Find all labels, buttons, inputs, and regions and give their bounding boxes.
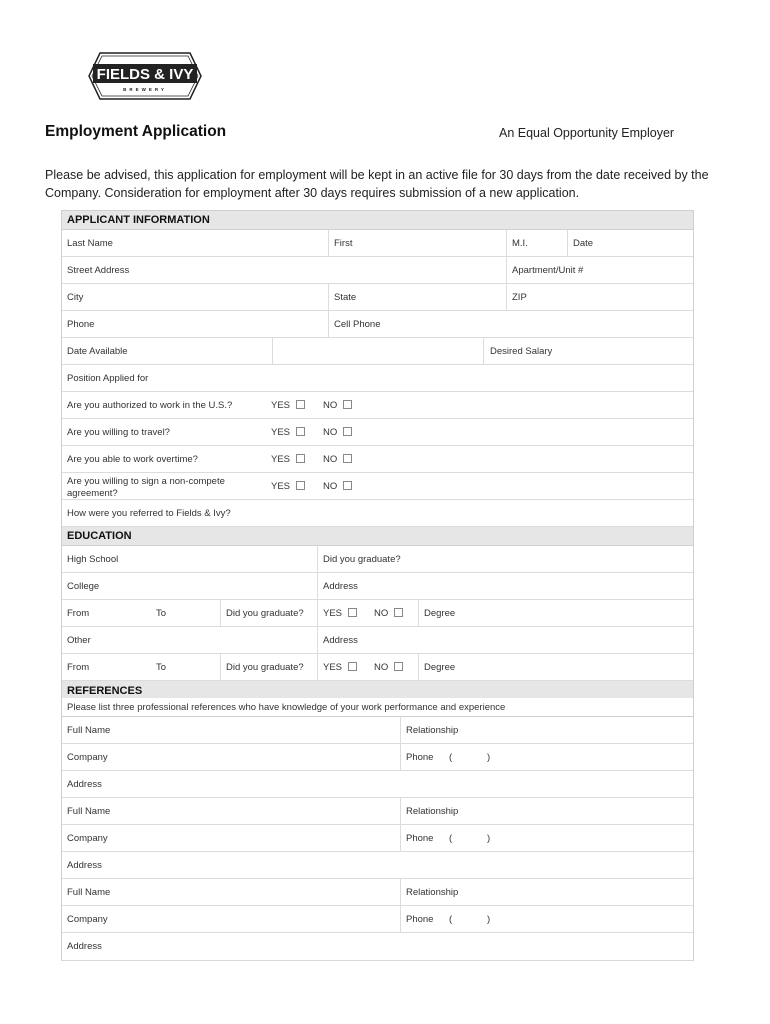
ref1-address-field[interactable] — [62, 771, 694, 797]
first-name-field[interactable] — [328, 230, 506, 256]
mi-label: M.I. — [512, 238, 528, 249]
other-yes-checkbox[interactable] — [348, 662, 357, 671]
date-available-label-cell — [62, 338, 272, 364]
other-no — [374, 662, 403, 673]
overtime-question: Are you able to work overtime? — [67, 454, 198, 465]
travel-yes-checkbox[interactable] — [296, 427, 305, 436]
area-code-close: ) — [487, 914, 491, 925]
ref1-full-name-field[interactable] — [62, 717, 400, 743]
college-field[interactable] — [62, 573, 317, 599]
authorized-no-checkbox[interactable] — [343, 400, 352, 409]
travel-yes — [271, 427, 305, 438]
section-title: REFERENCES — [67, 685, 143, 697]
section-applicant-information — [62, 211, 693, 230]
college-address-label: Address — [323, 581, 358, 592]
full-name-label: Full Name — [67, 806, 111, 817]
yes-label: YES — [323, 608, 343, 619]
address-label: Address — [67, 941, 102, 952]
area-code-close: ) — [487, 752, 491, 763]
street-row — [62, 257, 693, 284]
authorized-yes — [271, 400, 305, 411]
cell-phone-field[interactable] — [328, 311, 694, 337]
college-graduate-label-cell — [220, 600, 317, 626]
college-address-field[interactable] — [317, 573, 694, 599]
name-row — [62, 230, 693, 257]
high-school-label: High School — [67, 554, 119, 565]
ref1-company-field[interactable] — [62, 744, 400, 770]
ref3-company-row — [62, 906, 693, 933]
noncompete-yes-checkbox[interactable] — [296, 481, 305, 490]
authorized-no — [323, 400, 352, 411]
yes-label: YES — [271, 427, 291, 438]
ref3-phone-field[interactable] — [400, 906, 694, 932]
phone-row — [62, 311, 693, 338]
section-references — [62, 681, 693, 717]
other-graduate-options — [317, 654, 418, 680]
noncompete-row — [62, 473, 693, 500]
no-label: NO — [323, 481, 338, 492]
position-field[interactable] — [62, 365, 694, 391]
referred-question: How were you referred to Fields & Ivy? — [67, 508, 231, 519]
street-address-field[interactable] — [62, 257, 506, 283]
other-no-checkbox[interactable] — [394, 662, 403, 671]
other-dates-row — [62, 654, 693, 681]
area-code-open: ( — [449, 833, 453, 844]
did-graduate-label: Did you graduate? — [226, 608, 304, 619]
high-school-row — [62, 546, 693, 573]
noncompete-yes — [271, 481, 305, 492]
city-field[interactable] — [62, 284, 328, 310]
company-label: Company — [67, 833, 108, 844]
ref1-phone-field[interactable] — [400, 744, 694, 770]
first-name-label: First — [334, 238, 353, 249]
availability-row — [62, 338, 693, 365]
position-row — [62, 365, 693, 392]
from-label: From — [67, 662, 90, 673]
application-form — [61, 210, 694, 961]
ref2-relationship-field[interactable] — [400, 798, 694, 824]
phone-label: Phone — [406, 752, 434, 763]
no-label: NO — [374, 608, 389, 619]
travel-question: Are you willing to travel? — [67, 427, 170, 438]
degree-label: Degree — [424, 662, 456, 673]
noncompete-no-checkbox[interactable] — [343, 481, 352, 490]
section-title: EDUCATION — [67, 530, 132, 542]
college-row — [62, 573, 693, 600]
desired-salary-label: Desired Salary — [490, 346, 553, 357]
ref3-company-field[interactable] — [62, 906, 400, 932]
other-graduate-label-cell — [220, 654, 317, 680]
other-row — [62, 627, 693, 654]
phone-label: Phone — [67, 319, 95, 330]
retention-notice: Please be advised, this application for employment will be kept in an active file for 30 days from the date received by the Company. Consideration for employment after 30 days requires submission of a new application. — [45, 168, 709, 200]
no-label: NO — [374, 662, 389, 673]
other-address-field[interactable] — [317, 627, 694, 653]
college-dates-row — [62, 600, 693, 627]
company-label: Company — [67, 752, 108, 763]
overtime-yes — [271, 454, 305, 465]
ref3-name-row — [62, 879, 693, 906]
hs-graduate-label: Did you graduate? — [323, 554, 401, 565]
logo-tagline-text: BREWERY — [123, 87, 167, 92]
authorized-yes-checkbox[interactable] — [296, 400, 305, 409]
address-label: Address — [67, 860, 102, 871]
full-name-label: Full Name — [67, 725, 111, 736]
did-graduate-label: Did you graduate? — [226, 662, 304, 673]
ref2-address-row — [62, 852, 693, 879]
area-code-open: ( — [449, 914, 453, 925]
state-field[interactable] — [328, 284, 506, 310]
noncompete-no — [323, 481, 352, 492]
to-label: To — [156, 608, 167, 619]
yes-label: YES — [323, 662, 343, 673]
overtime-row — [62, 446, 693, 473]
ref3-full-name-field[interactable] — [62, 879, 400, 905]
other-yes — [323, 662, 357, 673]
company-label: Company — [67, 914, 108, 925]
area-code-open: ( — [449, 752, 453, 763]
ref3-relationship-field[interactable] — [400, 879, 694, 905]
relationship-label: Relationship — [406, 806, 459, 817]
yes-label: YES — [271, 481, 291, 492]
state-label: State — [334, 292, 357, 303]
referred-row — [62, 500, 693, 527]
area-code-close: ) — [487, 833, 491, 844]
overtime-no — [323, 454, 352, 465]
date-available-input[interactable] — [272, 338, 483, 364]
section-title: APPLICANT INFORMATION — [67, 214, 210, 226]
other-field[interactable] — [62, 627, 317, 653]
degree-label: Degree — [424, 608, 456, 619]
ref1-address-row — [62, 771, 693, 798]
desired-salary-field[interactable] — [483, 338, 694, 364]
from-label: From — [67, 608, 90, 619]
ref2-phone-field[interactable] — [400, 825, 694, 851]
other-degree-field[interactable] — [418, 654, 694, 680]
street-address-label: Street Address — [67, 265, 130, 276]
authorized-question: Are you authorized to work in the U.S.? — [67, 400, 233, 411]
apartment-label: Apartment/Unit # — [512, 265, 584, 276]
college-graduate-options — [317, 600, 418, 626]
college-yes — [323, 608, 357, 619]
middle-initial-field[interactable] — [506, 230, 567, 256]
other-from-to[interactable] — [62, 654, 220, 680]
phone-field[interactable] — [62, 311, 328, 337]
no-label: NO — [323, 454, 338, 465]
college-label: College — [67, 581, 100, 592]
address-label: Address — [67, 779, 102, 790]
college-yes-checkbox[interactable] — [348, 608, 357, 617]
ref1-name-row — [62, 717, 693, 744]
ref2-name-row — [62, 798, 693, 825]
city-row — [62, 284, 693, 311]
to-label: To — [156, 662, 167, 673]
ref1-company-row — [62, 744, 693, 771]
ref2-address-field[interactable] — [62, 852, 694, 878]
last-name-label: Last Name — [67, 238, 113, 249]
other-label: Other — [67, 635, 91, 646]
authorized-row — [62, 392, 693, 419]
phone-label: Phone — [406, 833, 434, 844]
overtime-yes-checkbox[interactable] — [296, 454, 305, 463]
ref3-address-row — [62, 933, 693, 960]
section-education — [62, 527, 693, 546]
date-label: Date — [573, 238, 594, 249]
travel-row — [62, 419, 693, 446]
college-no — [374, 608, 403, 619]
other-address-label: Address — [323, 635, 358, 646]
date-available-label: Date Available — [67, 346, 128, 357]
last-name-field[interactable] — [62, 230, 328, 256]
logo-brand-text: FIELDS & IVY — [96, 66, 194, 83]
equal-opportunity-label: An Equal Opportunity Employer — [499, 126, 675, 140]
ref2-company-row — [62, 825, 693, 852]
zip-field[interactable] — [506, 284, 694, 310]
college-no-checkbox[interactable] — [394, 608, 403, 617]
no-label: NO — [323, 427, 338, 438]
references-instructions: Please list three professional references who have knowledge of your work performance and experience — [67, 702, 506, 713]
yes-label: YES — [271, 400, 291, 411]
college-from-to[interactable] — [62, 600, 220, 626]
city-label: City — [67, 292, 84, 303]
relationship-label: Relationship — [406, 887, 459, 898]
college-degree-field[interactable] — [418, 600, 694, 626]
apartment-field[interactable] — [506, 257, 694, 283]
hs-graduate-field[interactable] — [317, 546, 694, 572]
fields-ivy-logo — [88, 52, 202, 100]
referred-field[interactable] — [62, 500, 694, 526]
ref2-company-field[interactable] — [62, 825, 400, 851]
cell-phone-label: Cell Phone — [334, 319, 381, 330]
noncompete-question: Are you willing to sign a non-compete agreement? — [67, 476, 225, 499]
travel-no-checkbox[interactable] — [343, 427, 352, 436]
ref3-address-field[interactable] — [62, 933, 694, 960]
page-title: Employment Application — [45, 123, 227, 140]
relationship-label: Relationship — [406, 725, 459, 736]
ref1-relationship-field[interactable] — [400, 717, 694, 743]
date-field[interactable] — [567, 230, 694, 256]
full-name-label: Full Name — [67, 887, 111, 898]
no-label: NO — [323, 400, 338, 411]
overtime-no-checkbox[interactable] — [343, 454, 352, 463]
position-label: Position Applied for — [67, 373, 149, 384]
phone-label: Phone — [406, 914, 434, 925]
yes-label: YES — [271, 454, 291, 465]
ref2-full-name-field[interactable] — [62, 798, 400, 824]
zip-label: ZIP — [512, 292, 527, 303]
travel-no — [323, 427, 352, 438]
high-school-field[interactable] — [62, 546, 317, 572]
